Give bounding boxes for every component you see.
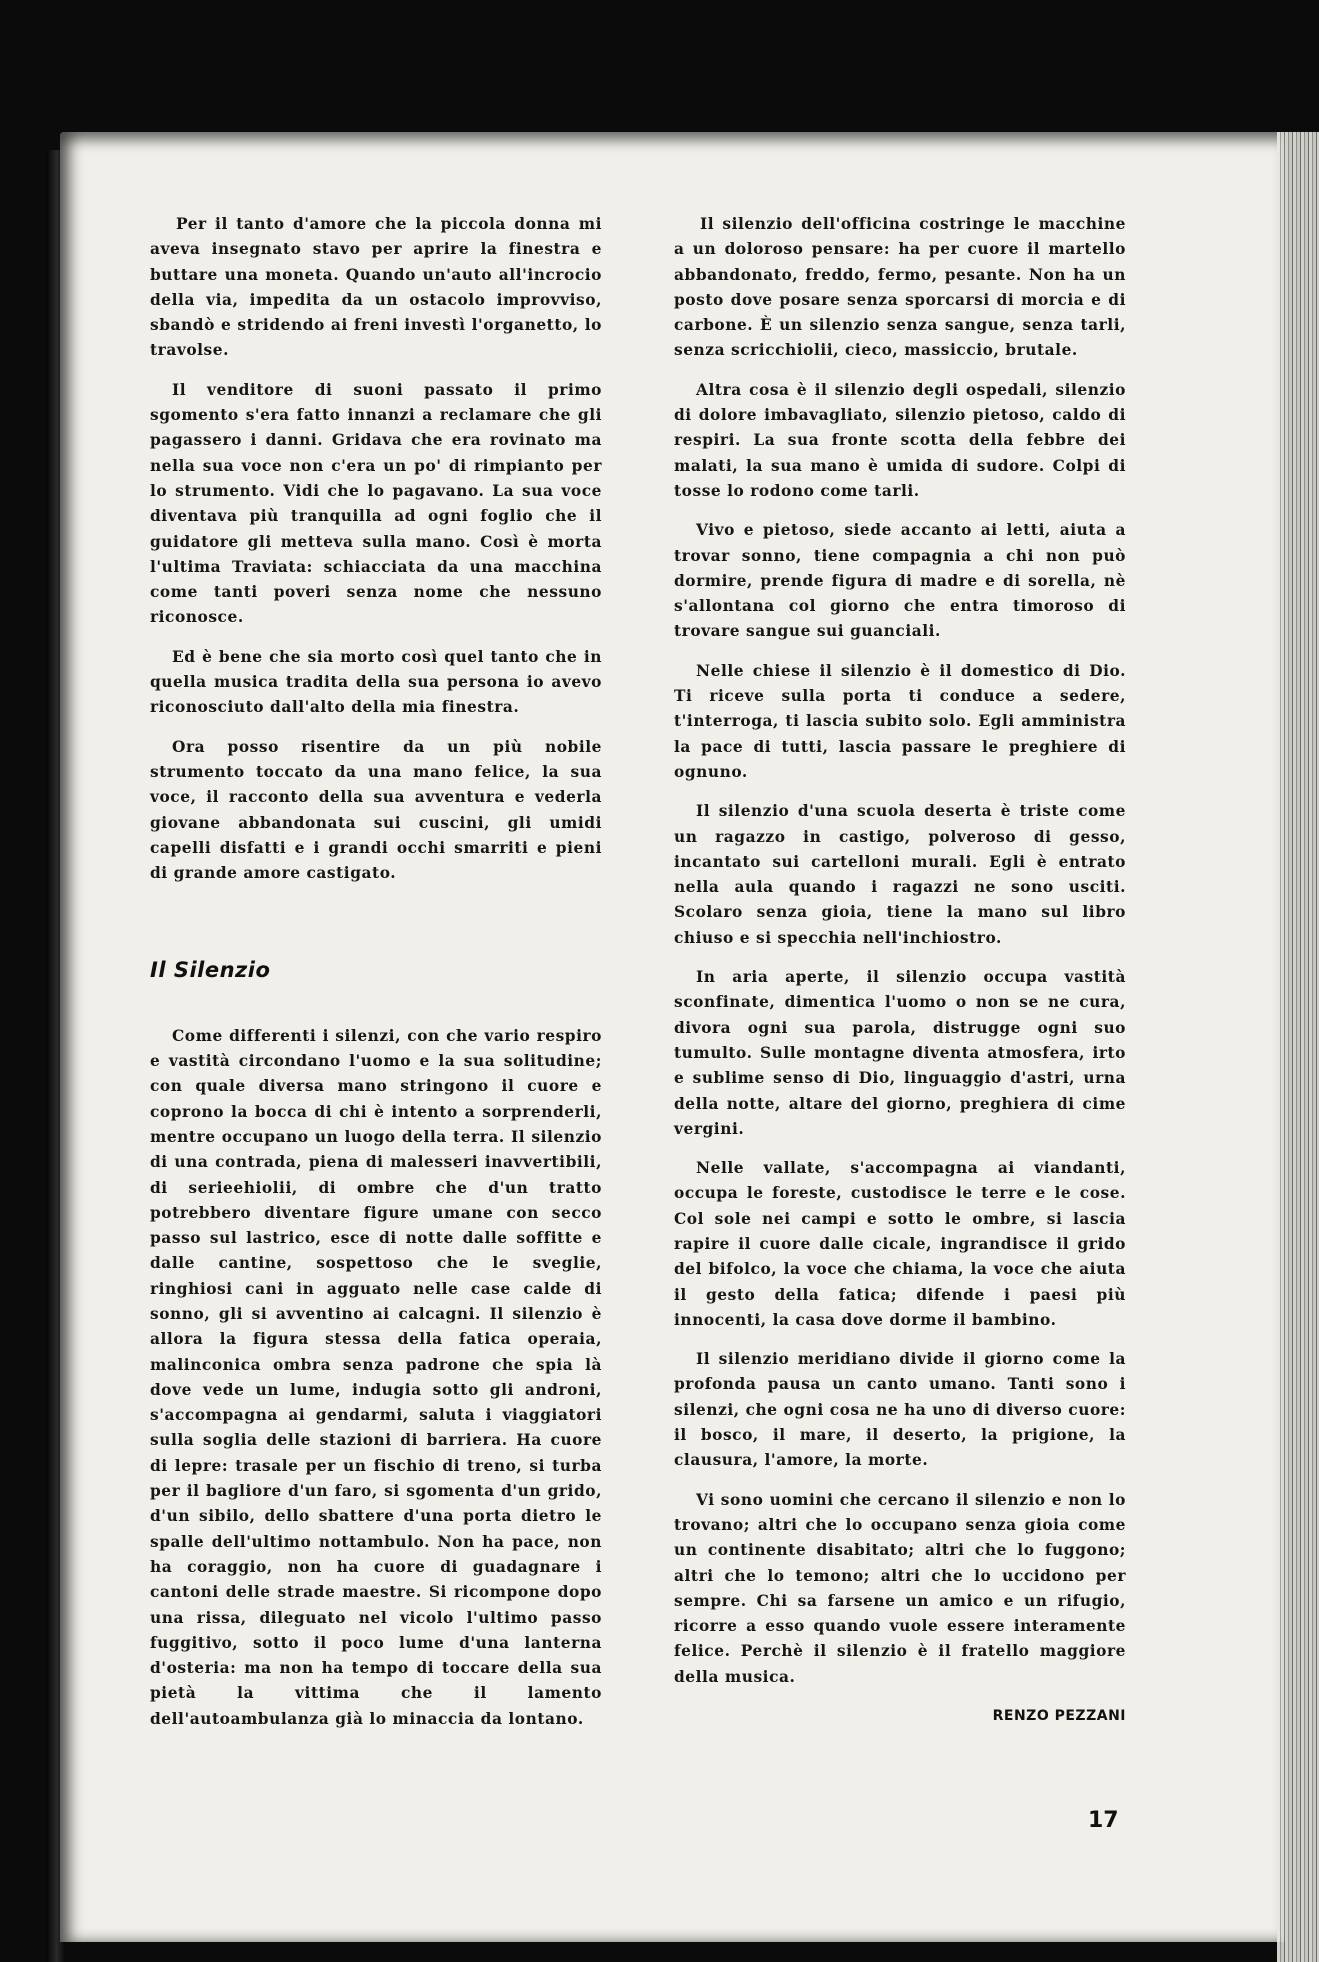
paragraph: Per il tanto d'amore che la piccola donna mi aveva insegnato stavo per aprire la finestra e buttare una moneta. Quando un'auto all'incrocio della via, impedita da un ostacolo improvviso, sbandò e stridendo ai freni investì l'organetto, lo travolse. (150, 215, 602, 360)
paragraph: Il silenzio dell'officina costringe le macchine a un doloroso pensare: ha per cuore il martello abbandonato, freddo, fermo, pesante. Non ha un posto dove posare senza sporcarsi di morcia e di carbone. È un silenzio senza sangue, senza tarli, senza scricchiolii, cieco, massiccio, brutale. (674, 215, 1126, 360)
paragraph: Vi sono uomini che cercano il silenzio e non lo trovano; altri che lo occupano senza gioia come un continente disabitato; altri che lo fuggono; altri che lo temono; altri che lo uccidono per sempre. Chi sa farsene un amico e un rifugio, ricorre a esso quando vuole essere interamente felice. Perchè il silenzio è il fratello maggiore della musica. (674, 1490, 1126, 1686)
paragraph: Ed è bene che sia morto così quel tanto che in quella musica tradita della sua persona io avevo riconosciuto dall'alto della mia finestra. (150, 647, 602, 717)
paragraph: Il silenzio meridiano divide il giorno come la profonda pausa un canto umano. Tanti sono i silenzi, che ogni cosa ne ha uno di diverso cuore: il bosco, il mare, il deserto, la prigione, la clausura, l'amore, la morte. (674, 1350, 1126, 1470)
paragraph: Come differenti i silenzi, con che vario respiro e vastità circondano l'uomo e la sua solitudine; con quale diversa mano stringono il cuore e coprono la bocca di chi è intento a sorprenderli, mentre occupano un luogo della terra. Il silenzio di una contrada, piena di malesseri inavvertibili, di serieehiolii, di ombre che d'un tratto potrebbero diventare figure umane con secco passo sul lastrico, esce di notte dalle soffitte e dalle cantine, sospettoso che le sveglie, ringhiosi cani in agguato nelle case calde di sonno, gli si avventino ai calcagni. Il silenzio è allora la figura stessa della fatica operaia, malinconica ombra senza padrone che spia là dove vede un lume, indugia sotto gli androni, s'accompagna ai gendarmi, saluta i viaggiatori sulla soglia delle stazioni di barriera. Ha cuore di lepre: trasale per un fischio di treno, si turba per il bagliore d'un faro, si sgomenta d'un grido, d'un sibilo, dello sbattere d'una porta dietro le spalle dell'ultimo nottambulo. Non ha pace, non ha coraggio, non ha cuore di guadagnare i cantoni delle strade maestre. Si ricompone dopo una rissa, dileguato nel vicolo l'ultimo passo fuggitivo, sotto il poco lume d'una lanterna d'osteria: ma non ha tempo di toccare della sua pietà la vittima che il lamento dell'autoambulanza già lo minaccia da lontano. (150, 1026, 602, 1728)
paragraph: In aria aperte, il silenzio occupa vastità sconfinate, dimentica l'uomo o non se ne cura, divora ogni sua parola, distrugge ogni suo tumulto. Sulle montagne diventa atmosfera, irto e sublime senso di Dio, linguaggio d'astri, urna della notte, altare del giorno, preghiera di cime vergini. (674, 968, 1126, 1138)
page-edges (1277, 132, 1319, 1962)
paragraph: Vivo e pietoso, siede accanto ai letti, aiuta a trovar sonno, tiene compagnia a chi non può dormire, prende figura di madre e di sorella, nè s'allontana col giorno che entra timoroso di trovare sangue sui guanciali. (674, 521, 1126, 641)
paragraph: Il silenzio d'una scuola deserta è triste come un ragazzo in castigo, polveroso di gesso, incantato sui cartelloni murali. Egli è entrato nella aula quando i ragazzi ne sono usciti. Scolaro senza gioia, tiene la mano sul libro chiuso e si specchia nell'inchiostro. (674, 802, 1126, 947)
paragraph: Altra cosa è il silenzio degli ospedali, silenzio di dolore imbavagliato, silenzio pietoso, caldo di respiri. La sua fronte scotta della febbre dei malati, la sua mano è umida di sudore. Colpi di tosse lo rodono come tarli. (674, 380, 1126, 500)
section-title: Il Silenzio (150, 958, 271, 983)
author-signature: RENZO PEZZANI (992, 1708, 1126, 1725)
paragraph: Il venditore di suoni passato il primo sgomento s'era fatto innanzi a reclamare che gli pagassero i danni. Gridava che era rovinato ma nella sua voce non c'era un po' di rimpianto per lo strumento. Vidi che lo pagavano. La sua voce diventava più tranquilla ad ogni foglio che il guidatore gli metteva sulla mano. Così è morta l'ultima Traviata: schiacciata da una macchina come tanti poveri senza nome che nessuno riconosce. (150, 380, 602, 627)
page-number: 17 (1088, 1808, 1119, 1833)
left-column (150, 212, 602, 1746)
paragraph: Nelle vallate, s'accompagna ai viandanti, occupa le foreste, custodisce le terre e le cose. Col sole nei campi e sotto le ombre, si lascia rapire il cuore dalle cicale, ingrandisce il grido del bifolco, la voce che chiama, la voce che aiuta il gesto della fatica; difende i paesi più innocenti, la casa dove dorme il bambino. (674, 1159, 1126, 1329)
paragraph: Ora posso risentire da un più nobile strumento toccato da una mano felice, la sua voce, il racconto della sua avventura e vederla giovane abbandonata sui cuscini, gli umidi capelli disfatti e i grandi occhi smarriti e pieni di grande amore castigato. (150, 737, 602, 883)
right-column (674, 212, 1126, 1729)
paragraph: Nelle chiese il silenzio è il domestico di Dio. Ti riceve sulla porta ti conduce a sedere, t'interroga, ti lascia subito solo. Egli amministra la pace di tutti, lascia passare le preghiere di ognuno. (674, 661, 1126, 781)
